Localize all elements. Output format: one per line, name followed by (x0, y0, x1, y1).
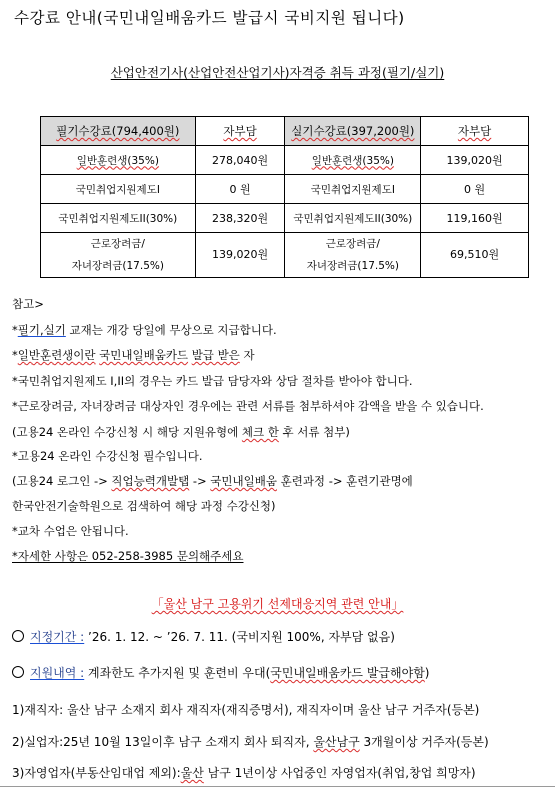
row-amount: 69,510원 (421, 233, 529, 278)
ulsan-support: 지원내역 : 계좌한도 추가지원 및 훈련비 우대(국민내일배움카드 발급해야함) (12, 664, 429, 681)
row-label: 일반훈련생(35%) (285, 146, 421, 175)
row-label: 근로장려금/ 자녀장려금(17.5%) (41, 233, 196, 278)
circle-bullet-icon (12, 630, 24, 642)
note-academy-search: 한국안전기술학원으로 검색하여 해당 과정 수강신청) (12, 499, 276, 513)
page-title-text: 수강료 안내(국민내일배움카드 발급시 국비지원 됩니다) (14, 9, 405, 27)
course-title (0, 63, 555, 81)
header-practical-fee: 실기수강료(397,200원) (285, 117, 421, 146)
table-row (41, 175, 529, 204)
row-amount: 0 원 (195, 175, 285, 204)
page-bottom-divider (0, 786, 555, 787)
fee-table-header (41, 117, 529, 146)
ulsan-notice-title: 「울산 남구 고용위기 선제대응지역 관련 안내」 (151, 597, 404, 611)
table-row (41, 146, 529, 175)
row-amount: 119,160원 (421, 204, 529, 233)
page-title (14, 6, 405, 28)
row-label: 국민취업지원제도II(30%) (285, 204, 421, 233)
header-self-pay-1: 자부담 (195, 117, 285, 146)
note-online-required: *고용24 온라인 수강신청 필수입니다. (12, 449, 203, 463)
row-label: 국민취업지원제도I (41, 175, 196, 204)
table-row (41, 233, 529, 278)
note-employment-support: *국민취업지원제도 I,II의 경우는 카드 발급 담당자와 상담 절차를 받아야 합니다. (12, 374, 413, 388)
table-row (41, 204, 529, 233)
note-incentive-docs: *근로장려금, 자녀장려금 대상자인 경우에는 관련 서류를 첨부하셔야 감액을 받을 수 있습니다. (12, 399, 484, 413)
row-amount: 238,320원 (195, 204, 285, 233)
row-amount: 139,020원 (421, 146, 529, 175)
row-amount: 0 원 (421, 175, 529, 204)
ulsan-period: 지정기간 : ’26. 1. 12. ~ ’26. 7. 11. (국비지원 100%, 자부담 없음) (12, 628, 395, 645)
row-amount: 139,020원 (195, 233, 285, 278)
header-written-fee: 필기수강료(794,400원) (41, 117, 196, 146)
note-general-trainee: *일반훈련생이란 국민내일배움카드 발급 받은 자 (12, 348, 255, 362)
note-contact: *자세한 사항은 052-258-3985 문의해주세요 (12, 549, 244, 563)
header-self-pay-2: 자부담 (421, 117, 529, 146)
row-label: 국민취업지원제도I (285, 175, 421, 204)
row-amount: 278,040원 (195, 146, 285, 175)
course-title-text: 산업안전기사(산업안전산업기사)자격증 취득 과정(필기/실기) (110, 65, 445, 80)
row-label: 일반훈련생(35%) (41, 146, 196, 175)
row-label: 국민취업지원제도II(30%) (41, 204, 196, 233)
notes-heading: 참고> (12, 297, 44, 311)
ulsan-item-self-employed: 3)자영업자(부동산임대업 제외):울산 남구 1년이상 사업중인 자영업자(취업,창업 희망자) (12, 766, 476, 780)
note-textbook: *필기,실기 교재는 개강 당일에 무상으로 지급합니다. (12, 323, 277, 337)
row-label: 근로장려금/ 자녀장려금(17.5%) (285, 233, 421, 278)
circle-bullet-icon (12, 666, 24, 678)
note-no-cross-class: *교차 수업은 안됩니다. (12, 524, 129, 538)
ulsan-item-employed: 1)재직자: 울산 남구 소재지 회사 재직자(재직증명서), 재직자이며 울산 남구 거주자(등본) (12, 703, 480, 717)
note-online-check: (고용24 온라인 수강신청 시 해당 지원유형에 체크 한 후 서류 첨부) (12, 425, 350, 439)
ulsan-item-unemployed: 2)실업자:25년 10월 13일이후 남구 소재지 회사 퇴직자, 울산남구 3개월이상 거주자(등본) (12, 735, 489, 749)
note-login-path: (고용24 로그인 -> 직업능력개발탭 -> 국민내일배움 훈련과정 -> 훈련기관명에 (12, 474, 413, 488)
fee-table (40, 116, 529, 278)
